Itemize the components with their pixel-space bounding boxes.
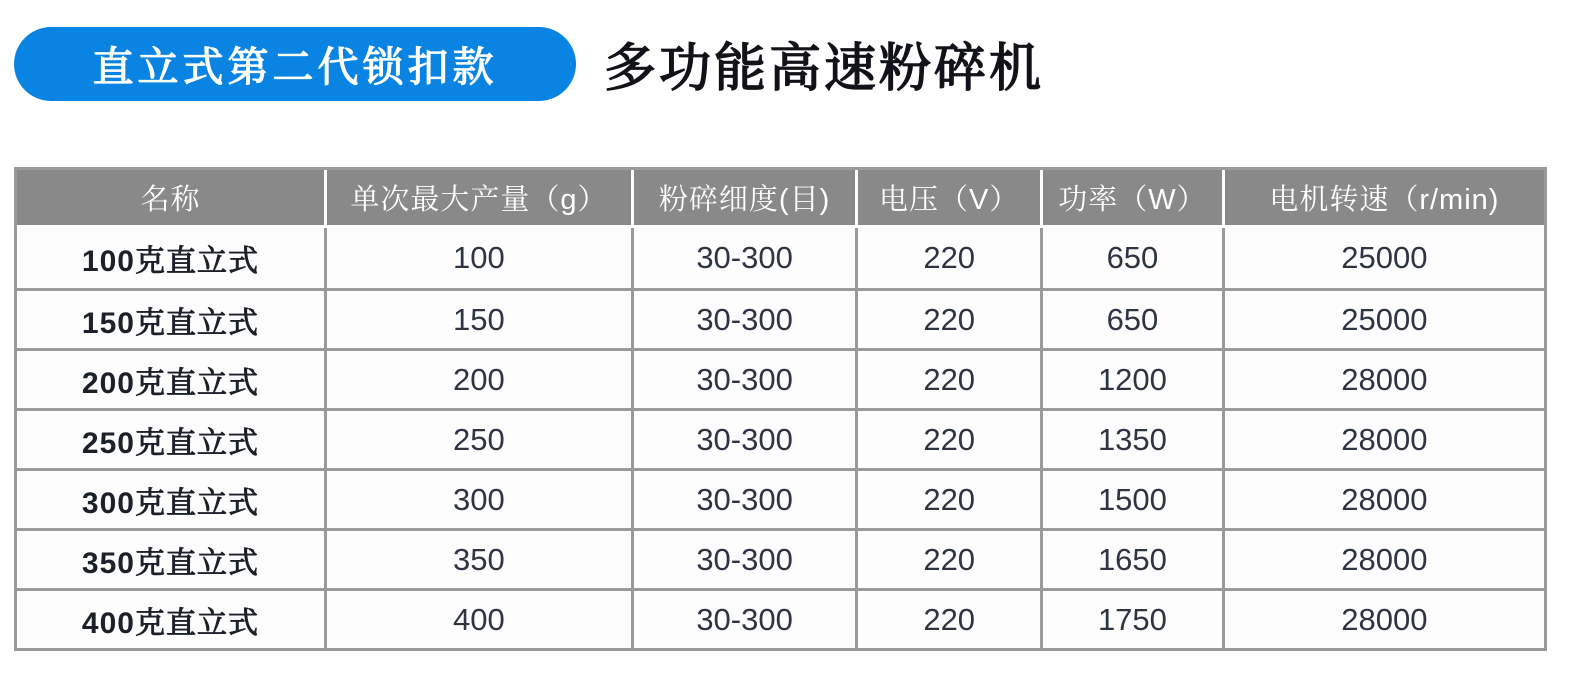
table-cell: 650 xyxy=(1040,288,1222,348)
table-cell: 1200 xyxy=(1040,348,1222,408)
spec-table xyxy=(14,167,1547,651)
model-series-badge xyxy=(14,27,576,101)
table-cell: 650 xyxy=(1040,228,1222,288)
table-cell: 220 xyxy=(855,348,1040,408)
column-header: 电机转速（r/min) xyxy=(1222,170,1544,228)
header-bar xyxy=(0,0,1572,100)
table-cell: 28000 xyxy=(1222,468,1544,528)
table-cell: 25000 xyxy=(1222,288,1544,348)
table-cell: 25000 xyxy=(1222,228,1544,288)
table-cell: 220 xyxy=(855,528,1040,588)
table-cell: 30-300 xyxy=(631,348,855,408)
table-cell: 350 xyxy=(324,528,631,588)
model-series-badge-label: 直立式第二代锁扣款 xyxy=(92,44,498,90)
table-row xyxy=(17,348,1544,408)
table-cell: 30-300 xyxy=(631,288,855,348)
table-cell: 250 xyxy=(324,408,631,468)
spec-table-head xyxy=(17,170,1544,228)
spec-table-head-row xyxy=(17,170,1544,228)
model-name-cell: 150克直立式 xyxy=(17,288,324,348)
column-header: 单次最大产量（g） xyxy=(324,170,631,228)
spec-table-container xyxy=(14,167,1547,651)
table-row xyxy=(17,288,1544,348)
column-header: 功率（W） xyxy=(1040,170,1222,228)
table-row xyxy=(17,228,1544,288)
table-cell: 1350 xyxy=(1040,408,1222,468)
table-cell: 30-300 xyxy=(631,228,855,288)
page-title: 多功能高速粉碎机 xyxy=(604,40,1045,98)
table-cell: 300 xyxy=(324,468,631,528)
model-name-cell: 100克直立式 xyxy=(17,228,324,288)
model-name-cell: 300克直立式 xyxy=(17,468,324,528)
table-cell: 200 xyxy=(324,348,631,408)
table-row xyxy=(17,468,1544,528)
table-cell: 30-300 xyxy=(631,588,855,648)
model-name-cell: 200克直立式 xyxy=(17,348,324,408)
column-header: 电压（V） xyxy=(855,170,1040,228)
table-cell: 1500 xyxy=(1040,468,1222,528)
table-cell: 1750 xyxy=(1040,588,1222,648)
table-cell: 220 xyxy=(855,228,1040,288)
table-cell: 1650 xyxy=(1040,528,1222,588)
table-cell: 220 xyxy=(855,408,1040,468)
table-cell: 220 xyxy=(855,468,1040,528)
column-header: 名称 xyxy=(17,170,324,228)
model-name-cell: 250克直立式 xyxy=(17,408,324,468)
table-row xyxy=(17,588,1544,648)
table-row xyxy=(17,408,1544,468)
table-cell: 220 xyxy=(855,288,1040,348)
table-cell: 28000 xyxy=(1222,588,1544,648)
spec-table-body xyxy=(17,228,1544,648)
model-name-cell: 350克直立式 xyxy=(17,528,324,588)
column-header: 粉碎细度(目) xyxy=(631,170,855,228)
table-row xyxy=(17,528,1544,588)
table-cell: 28000 xyxy=(1222,348,1544,408)
table-cell: 400 xyxy=(324,588,631,648)
table-cell: 100 xyxy=(324,228,631,288)
table-cell: 220 xyxy=(855,588,1040,648)
table-cell: 30-300 xyxy=(631,408,855,468)
table-cell: 30-300 xyxy=(631,528,855,588)
model-name-cell: 400克直立式 xyxy=(17,588,324,648)
table-cell: 28000 xyxy=(1222,408,1544,468)
table-cell: 150 xyxy=(324,288,631,348)
table-cell: 30-300 xyxy=(631,468,855,528)
table-cell: 28000 xyxy=(1222,528,1544,588)
